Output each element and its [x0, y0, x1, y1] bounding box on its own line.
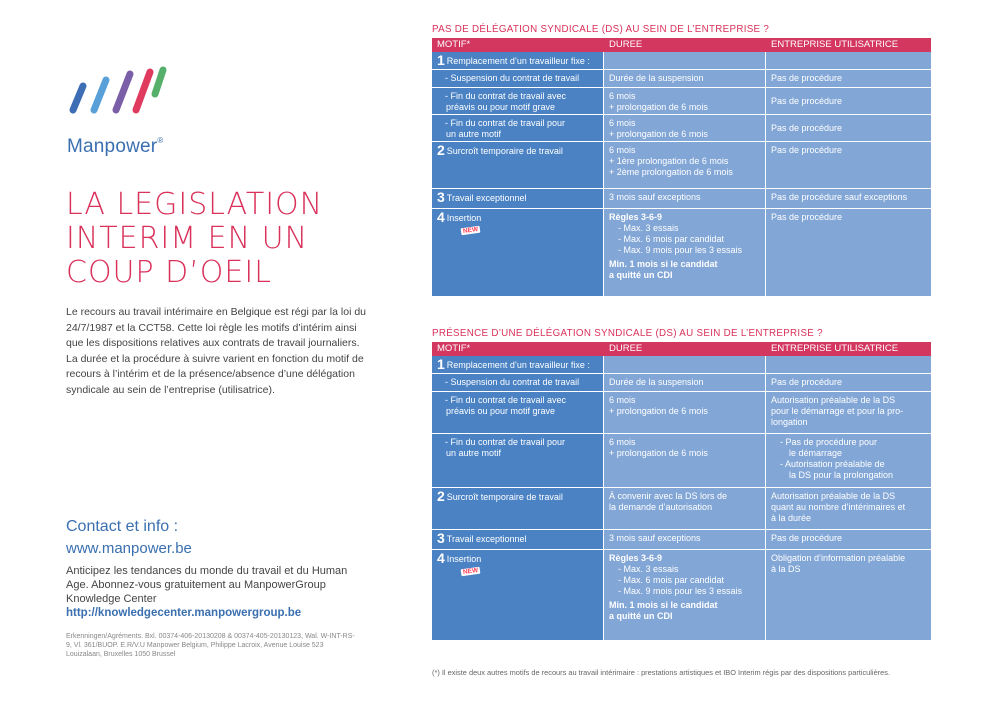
table-row: 4 Insertion NEW Règles 3-6-9 - Max. 3 essais - Max. 6 mois par candidat - Max. 9 mois pour les 3 essais Min. 1 mois si le candidat a quitté un CDI Obligation d’information préalable à la DS [432, 550, 931, 640]
table-row: - Fin du contrat de travail pour un autre motif 6 mois + prolongation de 6 mois Pas de procédure [432, 115, 931, 142]
table-row: - Suspension du contrat de travail Durée de la suspension Pas de procédure [432, 70, 931, 88]
new-badge: NEW [462, 225, 479, 236]
logo-stroke-5 [155, 70, 163, 94]
table-row: 1 Remplacement d’un travailleur fixe : [432, 356, 931, 374]
table-row: 3 Travail exceptionnel 3 mois sauf exceptions Pas de procédure [432, 530, 931, 550]
footnote: (*) Il existe deux autres motifs de recours au travail intérimaire : prestations artistiques et IBO Interim régis par des dispositions particulières. [432, 668, 890, 677]
header-entreprise: ENTREPRISE UTILISATRICE [771, 343, 899, 354]
title-line-3: COUP D’OEIL [66, 255, 272, 290]
logo-stroke-2 [94, 80, 106, 110]
knowledge-center-promo: Anticipez les tendances du monde du travail et du Human Age. Abonnez-vous gratuitement au ManpowerGroup Knowledge Center http://knowledgecenter.manpowergroup.be [66, 565, 348, 619]
new-badge: NEW [462, 566, 479, 577]
table-row: 2 Surcroît temporaire de travail 6 mois + 1ère prolongation de 6 mois + 2ème prolongation de 6 mois Pas de procédure [432, 142, 931, 189]
brand-name: Manpower® [67, 136, 164, 157]
title-line-2: INTERIM EN UN [66, 221, 309, 256]
table-header [432, 38, 931, 52]
knowledge-center-link[interactable]: http://knowledgecenter.manpowergroup.be [66, 607, 302, 619]
header-duree: DUREE [609, 39, 643, 50]
table-row: - Suspension du contrat de travail Durée de la suspension Pas de procédure [432, 374, 931, 392]
table-no-ds [432, 38, 931, 296]
table2-title: PRÉSENCE D’UNE DÉLÉGATION SYNDICALE (DS) AU SEIN DE L’ENTREPRISE ? [432, 328, 823, 339]
website-link[interactable]: www.manpower.be [66, 540, 192, 557]
legal-notice: Erkenningen/Agréments. Bxl. 00374-406-20130208 & 00374-405-20130123, Wal. W-INT-RS-9, Vl. 361/BUOP. E.R/V.U Manpower Belgium, Philippe Lacroix, Avenue Louise 523 Louizalaan, Bruxelles 1050 Brussel [66, 633, 355, 658]
logo-stroke-4 [136, 72, 150, 110]
table-row: 4 Insertion NEW Règles 3-6-9 - Max. 3 essais - Max. 6 mois par candidat - Max. 9 mois pour les 3 essais Min. 1 mois si le candidat a quitté un CDI Pas de procédure [432, 209, 931, 296]
table-header [432, 342, 931, 356]
page-title [66, 188, 386, 290]
header-motif: MOTIF* [437, 39, 471, 50]
logo-stroke-3 [116, 74, 130, 110]
table-row: - Fin du contrat de travail avec préavis ou pour motif grave 6 mois + prolongation de 6 mois Pas de procédure [432, 88, 931, 115]
contact-title: Contact et info : [66, 518, 179, 535]
header-entreprise: ENTREPRISE UTILISATRICE [771, 39, 899, 50]
intro-paragraph: Le recours au travail intérimaire en Belgique est régi par la loi du 24/7/1987 et la CCT58. Cette loi règle les motifs d’intérim ainsi que les dispositions relatives aux contrats de travail journaliers. La durée et la procédure à suivre varient en fonction du motif de recours à l’intérim et de la présence/absence d’une délégation syndicale au sein de l’entreprise (utilisatrice). [66, 306, 366, 396]
logo-stroke-1 [73, 86, 83, 110]
manpower-logo [64, 64, 169, 116]
table-row: - Fin du contrat de travail avec préavis ou pour motif grave 6 mois + prolongation de 6 mois Autorisation préalable de la DS pour le démarrage et pour la pro- longation [432, 392, 931, 434]
header-motif: MOTIF* [437, 343, 471, 354]
table-row: 2 Surcroît temporaire de travail À convenir avec la DS lors de la demande d’autorisation Autorisation préalable de la DS quant au nombre d’intérimaires et à la durée [432, 488, 931, 530]
table-row: - Fin du contrat de travail pour un autre motif 6 mois + prolongation de 6 mois - Pas de procédure pour le démarrage - Autorisation préalable de la DS pour la prolongation [432, 434, 931, 488]
table-with-ds [432, 342, 931, 640]
title-line-1: LA LEGISLATION [66, 187, 324, 222]
table1-title: PAS DE DÉLÉGATION SYNDICALE (DS) AU SEIN DE L’ENTREPRISE ? [432, 24, 770, 35]
table-row: 1 Remplacement d’un travailleur fixe : [432, 52, 931, 70]
table-row: 3 Travail exceptionnel 3 mois sauf exceptions Pas de procédure sauf exceptions [432, 189, 931, 209]
header-duree: DUREE [609, 343, 643, 354]
